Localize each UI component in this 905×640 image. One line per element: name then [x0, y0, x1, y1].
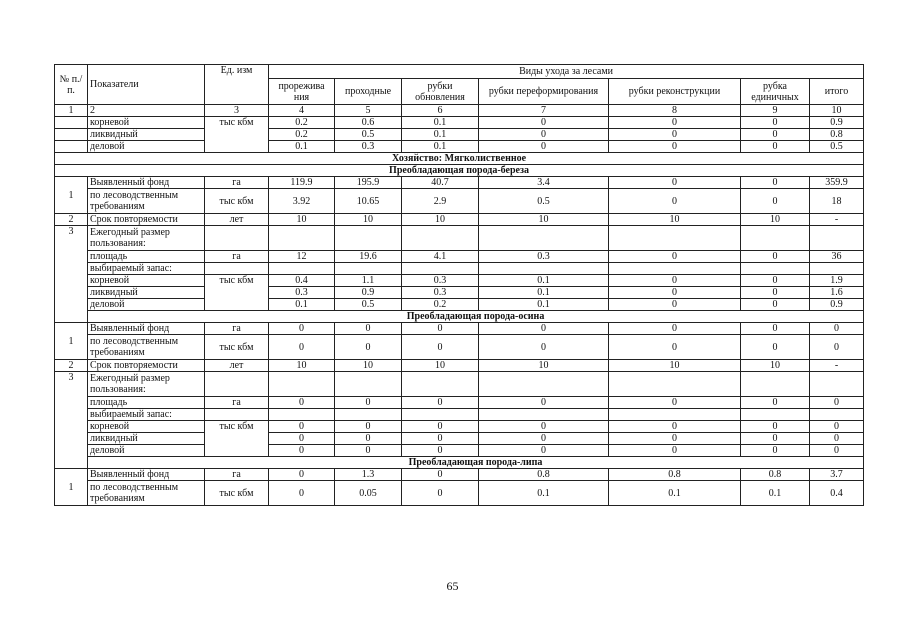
- value-cell: 10.65: [335, 189, 402, 214]
- value-cell: 0: [810, 433, 864, 445]
- indicator-label: Срок повторяемости: [88, 360, 205, 372]
- value-cell: 0: [609, 117, 741, 129]
- value-cell: 0: [741, 421, 810, 433]
- value-cell: 0: [335, 433, 402, 445]
- value-cell: 0.9: [335, 287, 402, 299]
- value-cell: 0: [402, 335, 479, 360]
- row-number: [55, 141, 88, 153]
- table-row: [55, 409, 864, 421]
- unit-cell: га: [205, 251, 269, 263]
- value-cell: 1.3: [335, 469, 402, 481]
- value-cell: 1.6: [810, 287, 864, 299]
- value-cell: 0: [479, 433, 609, 445]
- indicator-label: площадь: [88, 251, 205, 263]
- indicator-label: по лесоводственным требованиям: [88, 189, 205, 214]
- value-cell: 0: [269, 397, 335, 409]
- value-cell: 10: [609, 214, 741, 226]
- value-cell: 0: [609, 251, 741, 263]
- value-cell: 0: [269, 469, 335, 481]
- table-row: [55, 275, 864, 287]
- header-col-total: итого: [810, 79, 864, 105]
- indicator-label: Выявленный фонд: [88, 177, 205, 189]
- value-cell: 0: [609, 421, 741, 433]
- value-cell: 10: [402, 214, 479, 226]
- value-cell: 0.9: [810, 117, 864, 129]
- value-cell: 0: [269, 433, 335, 445]
- table-row: [55, 335, 864, 360]
- column-index-row: [55, 105, 864, 117]
- row-number: 1: [55, 469, 88, 506]
- table-row: [55, 226, 864, 251]
- table-row: [55, 481, 864, 506]
- value-cell: 0: [479, 129, 609, 141]
- value-cell: 0.8: [810, 129, 864, 141]
- header-num: № п./п.: [55, 65, 88, 105]
- value-cell: 0: [741, 117, 810, 129]
- value-cell: 4.1: [402, 251, 479, 263]
- value-cell: 36: [810, 251, 864, 263]
- value-cell: 0: [810, 445, 864, 457]
- value-cell: 0.3: [335, 141, 402, 153]
- value-cell: [335, 409, 402, 421]
- value-cell: 359.9: [810, 177, 864, 189]
- value-cell: 2.9: [402, 189, 479, 214]
- value-cell: 10: [269, 214, 335, 226]
- header-col-passing: проходные: [335, 79, 402, 105]
- col-index: 10: [810, 105, 864, 117]
- value-cell: 0: [741, 275, 810, 287]
- value-cell: [741, 409, 810, 421]
- value-cell: 0: [741, 335, 810, 360]
- table-row: [55, 372, 864, 397]
- value-cell: -: [810, 360, 864, 372]
- value-cell: 0: [810, 323, 864, 335]
- value-cell: 0: [609, 299, 741, 311]
- value-cell: 0: [609, 335, 741, 360]
- header-col-renewal: рубки обновления: [402, 79, 479, 105]
- unit-cell: га: [205, 397, 269, 409]
- value-cell: 119.9: [269, 177, 335, 189]
- value-cell: 0: [741, 433, 810, 445]
- value-cell: 0: [269, 323, 335, 335]
- value-cell: -: [810, 214, 864, 226]
- unit-cell: [205, 226, 269, 251]
- indicator-label: Ежегодный размер пользования:: [88, 226, 205, 251]
- table-row: [55, 299, 864, 311]
- section-heading: Преобладающая порода-липа: [88, 457, 864, 469]
- indicator-label: корневой: [88, 421, 205, 433]
- value-cell: 0: [479, 397, 609, 409]
- table-row: [55, 323, 864, 335]
- value-cell: 0.5: [335, 129, 402, 141]
- unit-cell: лет: [205, 214, 269, 226]
- value-cell: [479, 226, 609, 251]
- page-number: 65: [446, 579, 459, 593]
- value-cell: 0: [269, 445, 335, 457]
- value-cell: [402, 226, 479, 251]
- value-cell: 0: [402, 445, 479, 457]
- value-cell: 0.1: [269, 299, 335, 311]
- indicator-label: площадь: [88, 397, 205, 409]
- table-row: [55, 189, 864, 214]
- value-cell: [609, 263, 741, 275]
- table-row: [55, 263, 864, 275]
- value-cell: 0: [402, 397, 479, 409]
- indicator-label: выбираемый запас:: [88, 263, 205, 275]
- value-cell: 0: [402, 421, 479, 433]
- table-row: [55, 469, 864, 481]
- value-cell: 0: [479, 323, 609, 335]
- value-cell: 0: [609, 275, 741, 287]
- value-cell: 0: [810, 421, 864, 433]
- value-cell: 0: [335, 323, 402, 335]
- value-cell: 10: [269, 360, 335, 372]
- indicator-label: ликвидный: [88, 433, 205, 445]
- value-cell: [609, 409, 741, 421]
- table-row: [55, 433, 864, 445]
- value-cell: [269, 372, 335, 397]
- row-number: 2: [55, 360, 88, 372]
- value-cell: 40.7: [402, 177, 479, 189]
- indicator-label: деловой: [88, 141, 205, 153]
- value-cell: 0.2: [402, 299, 479, 311]
- value-cell: 3.7: [810, 469, 864, 481]
- value-cell: 0: [335, 445, 402, 457]
- value-cell: [479, 409, 609, 421]
- value-cell: 0: [479, 445, 609, 457]
- col-index: 9: [741, 105, 810, 117]
- value-cell: 0: [741, 129, 810, 141]
- value-cell: [402, 263, 479, 275]
- indicator-label: корневой: [88, 275, 205, 287]
- value-cell: [269, 226, 335, 251]
- unit-cell: [205, 409, 269, 421]
- value-cell: 1.9: [810, 275, 864, 287]
- value-cell: 1.1: [335, 275, 402, 287]
- value-cell: 0.1: [479, 275, 609, 287]
- row-number: 1: [55, 323, 88, 360]
- table-row: [55, 397, 864, 409]
- indicator-label: деловой: [88, 299, 205, 311]
- table-row: [55, 445, 864, 457]
- value-cell: 195.9: [335, 177, 402, 189]
- value-cell: 0: [609, 189, 741, 214]
- value-cell: 0: [741, 323, 810, 335]
- value-cell: 0.1: [269, 141, 335, 153]
- unit-cell: тыс кбм: [205, 275, 269, 311]
- value-cell: 0: [335, 421, 402, 433]
- table-row: [55, 287, 864, 299]
- unit-cell: [205, 263, 269, 275]
- col-index: 4: [269, 105, 335, 117]
- value-cell: 0: [269, 481, 335, 506]
- table-row: [55, 421, 864, 433]
- value-cell: 0.1: [402, 129, 479, 141]
- table-row: [55, 117, 864, 129]
- value-cell: 0.05: [335, 481, 402, 506]
- value-cell: [741, 372, 810, 397]
- value-cell: 0.8: [609, 469, 741, 481]
- row-number: 3: [55, 226, 88, 323]
- row-number: 2: [55, 214, 88, 226]
- indicator-label: Выявленный фонд: [88, 469, 205, 481]
- unit-cell: тыс кбм: [205, 189, 269, 214]
- value-cell: [335, 226, 402, 251]
- unit-cell: га: [205, 469, 269, 481]
- value-cell: 0: [609, 129, 741, 141]
- unit-cell: га: [205, 323, 269, 335]
- value-cell: 0.5: [335, 299, 402, 311]
- value-cell: 0: [402, 433, 479, 445]
- section-row: [55, 457, 864, 469]
- value-cell: [741, 226, 810, 251]
- value-cell: [335, 372, 402, 397]
- value-cell: 0.1: [479, 481, 609, 506]
- unit-cell: [205, 372, 269, 397]
- value-cell: 0: [741, 397, 810, 409]
- value-cell: 0: [741, 299, 810, 311]
- col-index: 2: [88, 105, 205, 117]
- value-cell: 0.1: [741, 481, 810, 506]
- unit-cell: тыс кбм: [205, 421, 269, 457]
- value-cell: 10: [402, 360, 479, 372]
- value-cell: [402, 409, 479, 421]
- section-row: [55, 165, 864, 177]
- value-cell: 10: [479, 360, 609, 372]
- indicator-label: Ежегодный размер пользования:: [88, 372, 205, 397]
- value-cell: 0.1: [479, 299, 609, 311]
- value-cell: 0: [741, 251, 810, 263]
- value-cell: 0: [609, 433, 741, 445]
- value-cell: 0: [609, 177, 741, 189]
- value-cell: [810, 409, 864, 421]
- value-cell: 19.6: [335, 251, 402, 263]
- col-index: 3: [205, 105, 269, 117]
- value-cell: 10: [479, 214, 609, 226]
- value-cell: [269, 409, 335, 421]
- value-cell: [609, 372, 741, 397]
- value-cell: 0: [741, 287, 810, 299]
- value-cell: [741, 263, 810, 275]
- forest-care-table: [54, 64, 864, 506]
- value-cell: 10: [741, 214, 810, 226]
- value-cell: 0: [335, 335, 402, 360]
- value-cell: 10: [335, 214, 402, 226]
- value-cell: 0: [479, 141, 609, 153]
- value-cell: 12: [269, 251, 335, 263]
- section-row: [55, 153, 864, 165]
- value-cell: 0: [741, 141, 810, 153]
- value-cell: 0.4: [269, 275, 335, 287]
- section-heading: Хозяйство: Мягколиственное: [55, 153, 864, 165]
- indicator-label: Срок повторяемости: [88, 214, 205, 226]
- section-heading: Преобладающая порода-береза: [55, 165, 864, 177]
- table-row: [55, 141, 864, 153]
- value-cell: 0: [741, 177, 810, 189]
- value-cell: 10: [741, 360, 810, 372]
- value-cell: 0: [609, 323, 741, 335]
- value-cell: 0: [479, 335, 609, 360]
- value-cell: 0.2: [269, 117, 335, 129]
- value-cell: 0.1: [402, 117, 479, 129]
- value-cell: 0: [269, 335, 335, 360]
- value-cell: 3.92: [269, 189, 335, 214]
- col-index: 1: [55, 105, 88, 117]
- row-number: [55, 129, 88, 141]
- table-row: [55, 251, 864, 263]
- col-index: 6: [402, 105, 479, 117]
- value-cell: 0.3: [269, 287, 335, 299]
- value-cell: 0.3: [479, 251, 609, 263]
- value-cell: 0: [609, 445, 741, 457]
- value-cell: 0.1: [609, 481, 741, 506]
- header-row: [55, 65, 864, 79]
- value-cell: [479, 263, 609, 275]
- value-cell: 0.3: [402, 275, 479, 287]
- unit-cell: тыс кбм: [205, 117, 269, 153]
- value-cell: 0: [479, 117, 609, 129]
- value-cell: 18: [810, 189, 864, 214]
- table-row: [55, 129, 864, 141]
- value-cell: 0: [810, 335, 864, 360]
- value-cell: [402, 372, 479, 397]
- indicator-label: выбираемый запас:: [88, 409, 205, 421]
- indicator-label: Выявленный фонд: [88, 323, 205, 335]
- value-cell: 10: [335, 360, 402, 372]
- unit-cell: га: [205, 177, 269, 189]
- value-cell: 0.5: [479, 189, 609, 214]
- unit-cell: тыс кбм: [205, 335, 269, 360]
- value-cell: 0.4: [810, 481, 864, 506]
- header-col-reconstruction: рубки реконструкции: [609, 79, 741, 105]
- indicator-label: ликвидный: [88, 129, 205, 141]
- value-cell: 0.9: [810, 299, 864, 311]
- unit-cell: тыс кбм: [205, 481, 269, 506]
- indicator-label: по лесоводственным требованиям: [88, 335, 205, 360]
- indicator-label: деловой: [88, 445, 205, 457]
- header-indicator: Показатели: [88, 65, 205, 105]
- value-cell: 0: [402, 323, 479, 335]
- value-cell: 0.1: [402, 141, 479, 153]
- value-cell: 0.1: [479, 287, 609, 299]
- value-cell: 0.5: [810, 141, 864, 153]
- table-row: [55, 360, 864, 372]
- value-cell: 0: [810, 397, 864, 409]
- value-cell: 0.3: [402, 287, 479, 299]
- value-cell: 0: [609, 397, 741, 409]
- header-unit: Ед. изм: [205, 65, 269, 105]
- header-col-single: рубка единичных: [741, 79, 810, 105]
- value-cell: 10: [609, 360, 741, 372]
- value-cell: 0: [402, 481, 479, 506]
- unit-cell: лет: [205, 360, 269, 372]
- value-cell: 0: [741, 445, 810, 457]
- value-cell: 0.2: [269, 129, 335, 141]
- value-cell: [335, 263, 402, 275]
- section-heading: Преобладающая порода-осина: [88, 311, 864, 323]
- indicator-label: по лесоводственным требованиям: [88, 481, 205, 506]
- row-number: 3: [55, 372, 88, 469]
- header-types-title: Виды ухода за лесами: [269, 65, 864, 79]
- col-index: 7: [479, 105, 609, 117]
- value-cell: [810, 263, 864, 275]
- value-cell: 0: [402, 469, 479, 481]
- col-index: 8: [609, 105, 741, 117]
- value-cell: 0.6: [335, 117, 402, 129]
- value-cell: 0: [609, 287, 741, 299]
- indicator-label: корневой: [88, 117, 205, 129]
- header-col-thinning: прорежива ния: [269, 79, 335, 105]
- section-row: [55, 311, 864, 323]
- value-cell: 0.8: [741, 469, 810, 481]
- value-cell: [479, 372, 609, 397]
- value-cell: 0: [479, 421, 609, 433]
- value-cell: 0: [609, 141, 741, 153]
- value-cell: 0: [269, 421, 335, 433]
- value-cell: [269, 263, 335, 275]
- value-cell: [810, 372, 864, 397]
- value-cell: 3.4: [479, 177, 609, 189]
- row-number: [55, 117, 88, 129]
- table-row: [55, 177, 864, 189]
- indicator-label: ликвидный: [88, 287, 205, 299]
- value-cell: [609, 226, 741, 251]
- header-col-reformation: рубки переформирования: [479, 79, 609, 105]
- value-cell: [810, 226, 864, 251]
- value-cell: 0: [741, 189, 810, 214]
- row-number: 1: [55, 177, 88, 214]
- col-index: 5: [335, 105, 402, 117]
- value-cell: 0: [335, 397, 402, 409]
- table-row: [55, 214, 864, 226]
- value-cell: 0.8: [479, 469, 609, 481]
